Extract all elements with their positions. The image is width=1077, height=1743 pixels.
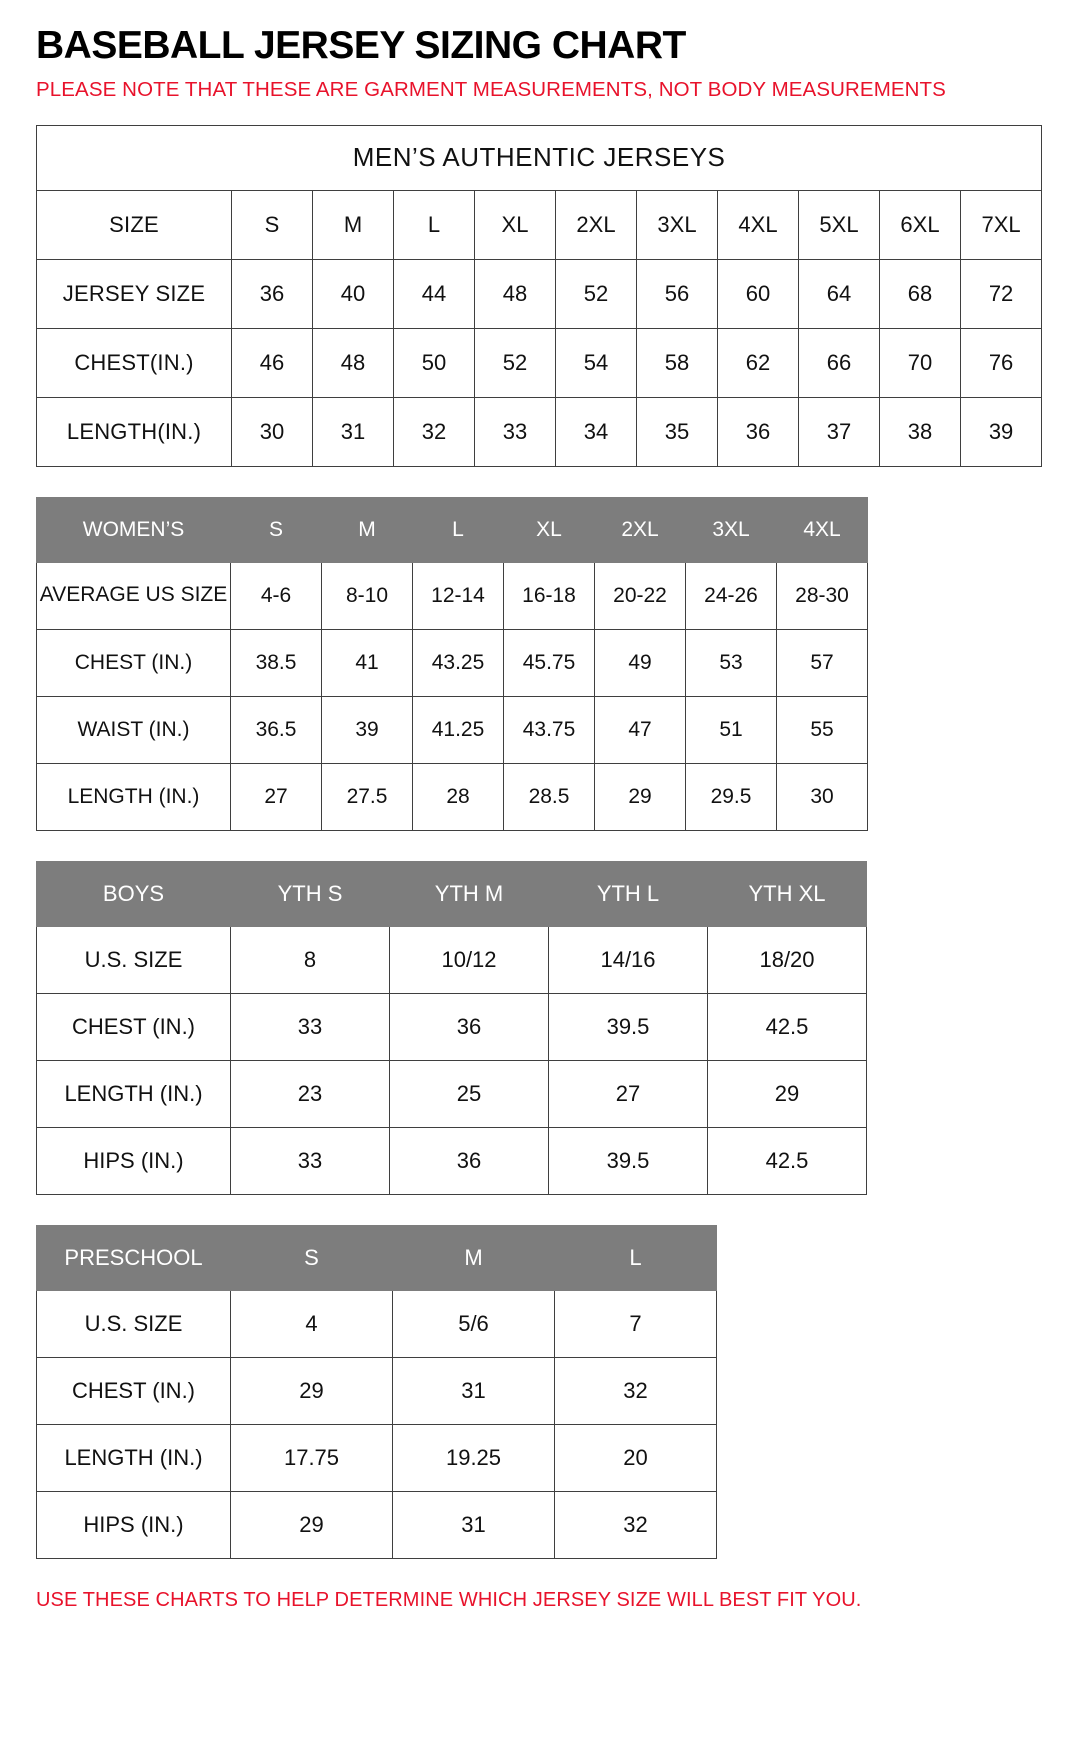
mens-sizing-table [36,125,1042,467]
preschool-cell: 7 [555,1290,717,1357]
boys-row-label: U.S. SIZE [37,926,231,993]
preschool-cell: 20 [555,1424,717,1491]
womens-row-label: LENGTH (IN.) [37,763,231,830]
table-row [37,629,868,696]
mens-cell: 36 [232,259,313,328]
table-row [37,926,867,993]
womens-label: WOMEN’S [37,497,231,562]
womens-cell: 8-10 [322,562,413,629]
table-row [37,696,868,763]
womens-cell: 12-14 [413,562,504,629]
boys-cell: 14/16 [549,926,708,993]
boys-cell: 27 [549,1060,708,1127]
table-row [37,1357,717,1424]
mens-size-header: 4XL [718,190,799,259]
womens-cell: 36.5 [231,696,322,763]
boys-row-label: HIPS (IN.) [37,1127,231,1194]
table-row [37,259,1042,328]
boys-cell: 18/20 [708,926,867,993]
mens-cell: 52 [556,259,637,328]
boys-size-header: YTH M [390,861,549,926]
womens-cell: 29 [595,763,686,830]
garment-measurement-note: PLEASE NOTE THAT THESE ARE GARMENT MEASUREMENTS, NOT BODY MEASUREMENTS [36,77,946,101]
mens-row-label: CHEST(IN.) [37,328,232,397]
preschool-row-label: HIPS (IN.) [37,1491,231,1558]
boys-size-header: YTH S [231,861,390,926]
table-row [37,993,867,1060]
womens-size-header: L [413,497,504,562]
mens-cell: 39 [961,397,1042,466]
preschool-cell: 32 [555,1357,717,1424]
mens-cell: 38 [880,397,961,466]
mens-cell: 56 [637,259,718,328]
mens-size-label: SIZE [37,190,232,259]
boys-label: BOYS [37,861,231,926]
mens-cell: 44 [394,259,475,328]
table-row [37,1290,717,1357]
boys-cell: 42.5 [708,993,867,1060]
mens-cell: 37 [799,397,880,466]
womens-cell: 51 [686,696,777,763]
womens-size-header: 2XL [595,497,686,562]
womens-cell: 39 [322,696,413,763]
table-row [37,125,1042,190]
womens-cell: 29.5 [686,763,777,830]
table-row [37,763,868,830]
mens-cell: 70 [880,328,961,397]
womens-size-header: XL [504,497,595,562]
womens-cell: 27.5 [322,763,413,830]
womens-cell: 49 [595,629,686,696]
mens-cell: 35 [637,397,718,466]
preschool-cell: 4 [231,1290,393,1357]
mens-cell: 72 [961,259,1042,328]
womens-row-label: AVERAGE US SIZE [37,562,231,629]
table-row [37,1424,717,1491]
boys-cell: 36 [390,993,549,1060]
table-row [37,190,1042,259]
womens-cell: 43.25 [413,629,504,696]
womens-cell: 47 [595,696,686,763]
boys-cell: 23 [231,1060,390,1127]
mens-cell: 64 [799,259,880,328]
mens-size-header: M [313,190,394,259]
mens-cell: 48 [313,328,394,397]
table-row [37,397,1042,466]
mens-size-header: 2XL [556,190,637,259]
boys-cell: 29 [708,1060,867,1127]
mens-size-header: 3XL [637,190,718,259]
table-row [37,861,867,926]
preschool-cell: 17.75 [231,1424,393,1491]
table-row [37,497,868,562]
womens-cell: 27 [231,763,322,830]
boys-cell: 33 [231,993,390,1060]
preschool-cell: 5/6 [393,1290,555,1357]
mens-cell: 60 [718,259,799,328]
boys-cell: 25 [390,1060,549,1127]
preschool-cell: 32 [555,1491,717,1558]
mens-size-header: S [232,190,313,259]
womens-cell: 30 [777,763,868,830]
preschool-row-label: CHEST (IN.) [37,1357,231,1424]
mens-banner: MEN’S AUTHENTIC JERSEYS [37,125,1042,190]
preschool-size-header: M [393,1225,555,1290]
boys-size-header: YTH XL [708,861,867,926]
mens-cell: 54 [556,328,637,397]
preschool-cell: 29 [231,1357,393,1424]
preschool-cell: 19.25 [393,1424,555,1491]
mens-size-header: 7XL [961,190,1042,259]
mens-cell: 50 [394,328,475,397]
mens-size-header: L [394,190,475,259]
page-title: BASEBALL JERSEY SIZING CHART [36,24,686,67]
boys-cell: 42.5 [708,1127,867,1194]
mens-cell: 68 [880,259,961,328]
table-row [37,1225,717,1290]
mens-size-header: 5XL [799,190,880,259]
preschool-row-label: U.S. SIZE [37,1290,231,1357]
mens-size-header: XL [475,190,556,259]
preschool-sizing-table [36,1225,717,1559]
womens-cell: 4-6 [231,562,322,629]
womens-row-label: CHEST (IN.) [37,629,231,696]
boys-cell: 39.5 [549,1127,708,1194]
womens-size-header: 3XL [686,497,777,562]
mens-cell: 36 [718,397,799,466]
boys-cell: 8 [231,926,390,993]
boys-cell: 10/12 [390,926,549,993]
boys-row-label: CHEST (IN.) [37,993,231,1060]
boys-sizing-table [36,861,867,1195]
womens-cell: 57 [777,629,868,696]
mens-size-header: 6XL [880,190,961,259]
mens-row-label: JERSEY SIZE [37,259,232,328]
womens-cell: 38.5 [231,629,322,696]
mens-cell: 32 [394,397,475,466]
womens-size-header: S [231,497,322,562]
mens-cell: 46 [232,328,313,397]
womens-cell: 20-22 [595,562,686,629]
womens-cell: 28.5 [504,763,595,830]
table-row [37,562,868,629]
boys-cell: 39.5 [549,993,708,1060]
table-row [37,1491,717,1558]
mens-cell: 52 [475,328,556,397]
mens-cell: 33 [475,397,556,466]
boys-row-label: LENGTH (IN.) [37,1060,231,1127]
mens-cell: 30 [232,397,313,466]
mens-cell: 40 [313,259,394,328]
womens-cell: 24-26 [686,562,777,629]
mens-cell: 31 [313,397,394,466]
womens-cell: 16-18 [504,562,595,629]
preschool-size-header: S [231,1225,393,1290]
womens-cell: 41 [322,629,413,696]
womens-row-label: WAIST (IN.) [37,696,231,763]
table-row [37,1127,867,1194]
womens-cell: 41.25 [413,696,504,763]
preschool-cell: 29 [231,1491,393,1558]
mens-cell: 48 [475,259,556,328]
womens-cell: 53 [686,629,777,696]
womens-size-header: 4XL [777,497,868,562]
womens-cell: 28 [413,763,504,830]
preschool-row-label: LENGTH (IN.) [37,1424,231,1491]
boys-cell: 36 [390,1127,549,1194]
womens-cell: 28-30 [777,562,868,629]
preschool-cell: 31 [393,1357,555,1424]
preschool-label: PRESCHOOL [37,1225,231,1290]
womens-cell: 55 [777,696,868,763]
table-row [37,328,1042,397]
womens-cell: 43.75 [504,696,595,763]
preschool-size-header: L [555,1225,717,1290]
table-row [37,1060,867,1127]
womens-cell: 45.75 [504,629,595,696]
boys-size-header: YTH L [549,861,708,926]
mens-cell: 34 [556,397,637,466]
footer-note: USE THESE CHARTS TO HELP DETERMINE WHICH JERSEY SIZE WILL BEST FIT YOU. [36,1588,862,1611]
mens-cell: 58 [637,328,718,397]
mens-cell: 66 [799,328,880,397]
mens-cell: 76 [961,328,1042,397]
mens-cell: 62 [718,328,799,397]
womens-sizing-table [36,497,868,831]
womens-size-header: M [322,497,413,562]
boys-cell: 33 [231,1127,390,1194]
mens-row-label: LENGTH(IN.) [37,397,232,466]
preschool-cell: 31 [393,1491,555,1558]
